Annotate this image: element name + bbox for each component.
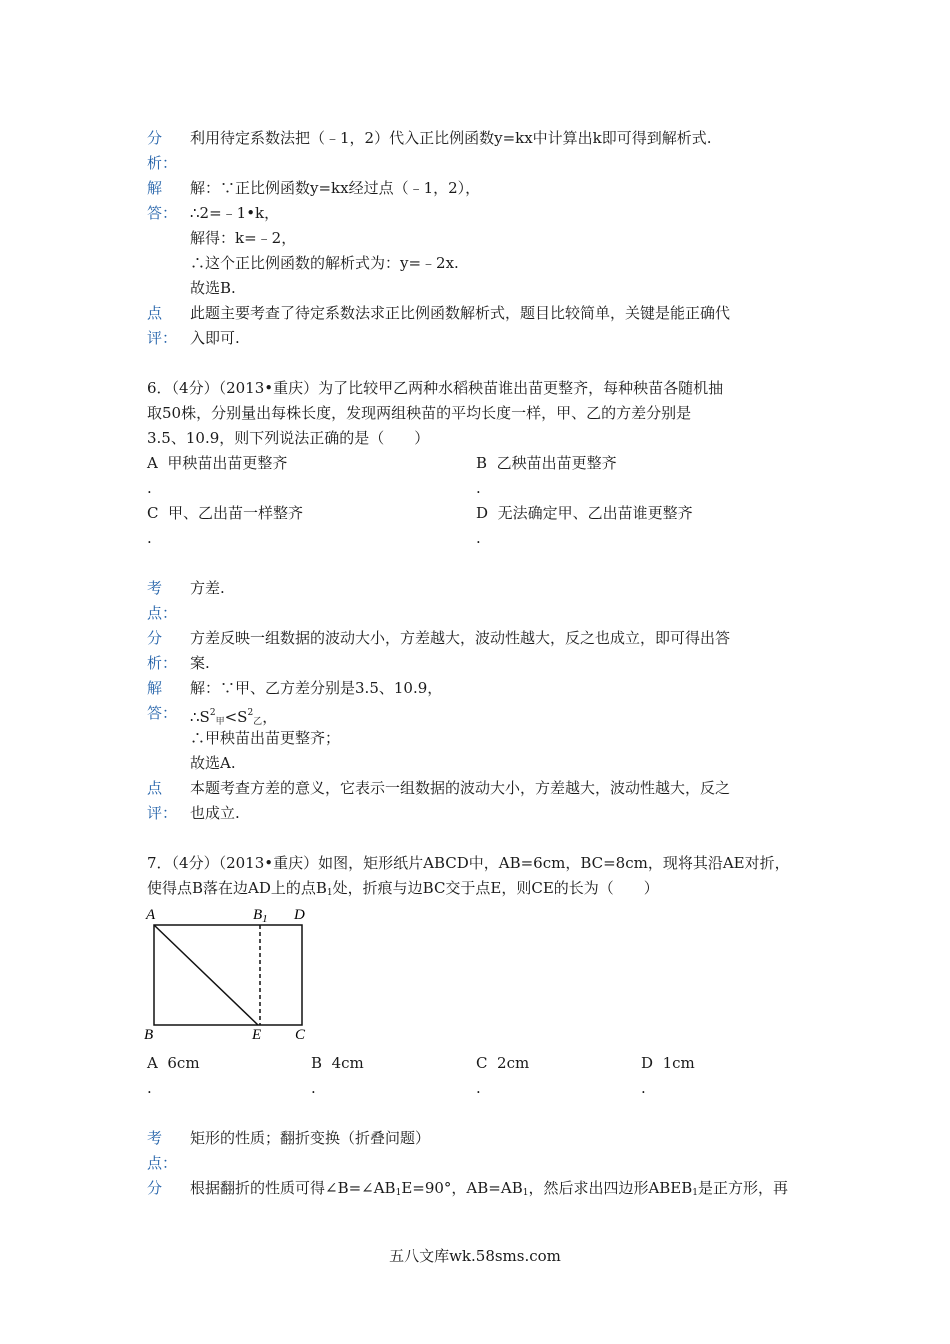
q6-solution-line: 解：∵甲、乙方差分别是3.5、10.9， <box>190 679 443 697</box>
option-text: 甲、乙出苗一样整齐 <box>168 504 304 522</box>
option-dot: . <box>641 1079 646 1097</box>
option-text: 无法确定甲、乙出苗谁更整齐 <box>497 504 693 522</box>
analysis-sub: 1 <box>522 1188 529 1198</box>
q7-analysis-label-1: 分 <box>147 1179 163 1197</box>
q5-comment-label-1: 点 <box>147 304 163 322</box>
label-b: B <box>144 1027 154 1043</box>
q7-keypoint-text: 矩形的性质；翻折变换（折叠问题） <box>190 1129 431 1147</box>
q6-option-c <box>147 503 303 523</box>
q6-stem-line: 3.5、10.9，则下列说法正确的是（ ） <box>147 429 430 447</box>
q6-stem-line: 取50株，分别量出每株长度，发现两组秧苗的平均长度一样，甲、乙的方差分别是 <box>147 404 692 422</box>
q7-analysis-text <box>190 1178 788 1203</box>
q6-keypoint-label-1: 考 <box>147 579 163 597</box>
option-text: 乙秧苗出苗更整齐 <box>496 454 617 472</box>
option-dot: . <box>476 479 481 497</box>
analysis-sub: 1 <box>692 1188 699 1198</box>
q6-comment-label-2: 评： <box>147 804 178 822</box>
q6-comment-line: 本题考查方差的意义，它表示一组数据的波动大小，方差越大，波动性越大，反之 <box>190 779 731 797</box>
stem-sub: 1 <box>326 888 333 898</box>
option-text: 2cm <box>497 1054 530 1072</box>
q5-comment-line: 入即可. <box>190 329 240 347</box>
q7-stem-line: 7．（4分）（2013•重庆）如图，矩形纸片ABCD中，AB=6cm，BC=8cm，现将其沿AE对折， <box>147 854 790 872</box>
q5-comment-line: 此题主要考查了待定系数法求正比例函数解析式，题目比较简单，关键是能正确代 <box>190 304 731 322</box>
q5-solution-label-2: 答： <box>147 204 178 222</box>
option-letter: C <box>476 1054 488 1072</box>
analysis-text: 是正方形，再 <box>698 1179 789 1197</box>
stem-text: 处，折痕与边BC交于点E，则CE的长为（ ） <box>332 879 659 897</box>
label-d: D <box>294 907 305 923</box>
option-dot: . <box>476 529 481 547</box>
q5-solution-line: ∴2=﹣1•k， <box>190 204 280 222</box>
q7-keypoint-label-1: 考 <box>147 1129 163 1147</box>
option-letter: A <box>147 1054 158 1072</box>
q6-option-d <box>476 503 693 523</box>
option-dot: . <box>147 479 152 497</box>
label-b1 <box>253 907 268 925</box>
q7-option-b <box>311 1053 364 1073</box>
q6-comment-line: 也成立. <box>190 804 240 822</box>
option-letter: A <box>147 454 158 472</box>
q6-solution-line: ∴甲秧苗出苗更整齐； <box>190 729 341 747</box>
label-c: C <box>295 1027 306 1043</box>
option-text: 甲秧苗出苗更整齐 <box>167 454 288 472</box>
q6-keypoint-text: 方差. <box>190 579 225 597</box>
stem-text: 使得点B落在边AD上的点B <box>147 879 327 897</box>
option-letter: D <box>641 1054 654 1072</box>
q5-solution-line: 解：∵正比例函数y=kx经过点（﹣1，2）， <box>190 179 481 197</box>
q5-solution-line: 解得：k=﹣2， <box>190 229 297 247</box>
q6-stem-line: 6．（4分）（2013•重庆）为了比较甲乙两种水稻秧苗谁出苗更整齐，每种秧苗各随机抽 <box>147 379 724 397</box>
option-dot: . <box>311 1079 316 1097</box>
analysis-text: E=90°，AB=AB <box>401 1179 523 1197</box>
label-b1-main: B <box>253 907 263 923</box>
option-text: 4cm <box>331 1054 364 1072</box>
option-dot: . <box>147 1079 152 1097</box>
analysis-text: ，然后求出四边形ABEB <box>528 1179 693 1197</box>
q5-analysis-label-2: 析： <box>147 154 178 172</box>
option-letter: C <box>147 504 159 522</box>
q6-analysis-label-1: 分 <box>147 629 163 647</box>
q6-analysis-line: 方差反映一组数据的波动大小，方差越大，波动性越大，反之也成立，即可得出答 <box>190 629 731 647</box>
q7-stem-line-2 <box>147 878 659 903</box>
option-letter: B <box>311 1054 323 1072</box>
option-dot: . <box>147 529 152 547</box>
q6-option-b <box>476 453 617 473</box>
q5-solution-line: ∴这个正比例函数的解析式为：y=﹣2x. <box>190 254 459 272</box>
ineq-sup: 2 <box>247 708 254 718</box>
option-text: 6cm <box>167 1054 200 1072</box>
q5-comment-label-2: 评： <box>147 329 178 347</box>
ineq-sub: 乙 <box>253 717 263 727</box>
label-e: E <box>252 1027 262 1043</box>
q5-analysis-label-1: 分 <box>147 129 163 147</box>
fold-line-ae <box>154 925 258 1025</box>
option-letter: D <box>476 504 489 522</box>
q6-comment-label-1: 点 <box>147 779 163 797</box>
q7-option-c <box>476 1053 529 1073</box>
ineq-mid: <S <box>224 708 248 726</box>
footer-watermark: 五八文库wk.58sms.com <box>389 1247 561 1265</box>
ineq-end: ， <box>262 708 278 726</box>
analysis-text: 根据翻折的性质可得∠B=∠AB <box>190 1179 396 1197</box>
option-letter: B <box>476 454 488 472</box>
option-text: 1cm <box>662 1054 695 1072</box>
ineq-sup: 2 <box>209 708 216 718</box>
rectangle-fold-figure <box>140 905 320 1045</box>
q6-solution-line: 故选A. <box>190 754 236 772</box>
q5-solution-line: 故选B. <box>190 279 236 297</box>
q6-option-a <box>147 453 287 473</box>
q6-solution-label-1: 解 <box>147 679 163 697</box>
q5-analysis-text: 利用待定系数法把（﹣1，2）代入正比例函数y=kx中计算出k即可得到解析式. <box>190 129 712 147</box>
ineq-sub: 甲 <box>215 717 225 727</box>
q6-analysis-label-2: 析： <box>147 654 178 672</box>
ineq-prefix: ∴S <box>190 708 210 726</box>
label-a: A <box>146 907 156 923</box>
option-dot: . <box>476 1079 481 1097</box>
q7-option-d <box>641 1053 695 1073</box>
q7-option-a <box>147 1053 200 1073</box>
q6-keypoint-label-2: 点： <box>147 604 178 622</box>
analysis-sub: 1 <box>395 1188 402 1198</box>
q6-solution-label-2: 答： <box>147 704 178 722</box>
q5-solution-label-1: 解 <box>147 179 163 197</box>
label-b1-sub: 1 <box>262 913 268 925</box>
rectangle-abcd <box>154 925 302 1025</box>
q6-analysis-line: 案. <box>190 654 210 672</box>
q7-keypoint-label-2: 点： <box>147 1154 178 1172</box>
